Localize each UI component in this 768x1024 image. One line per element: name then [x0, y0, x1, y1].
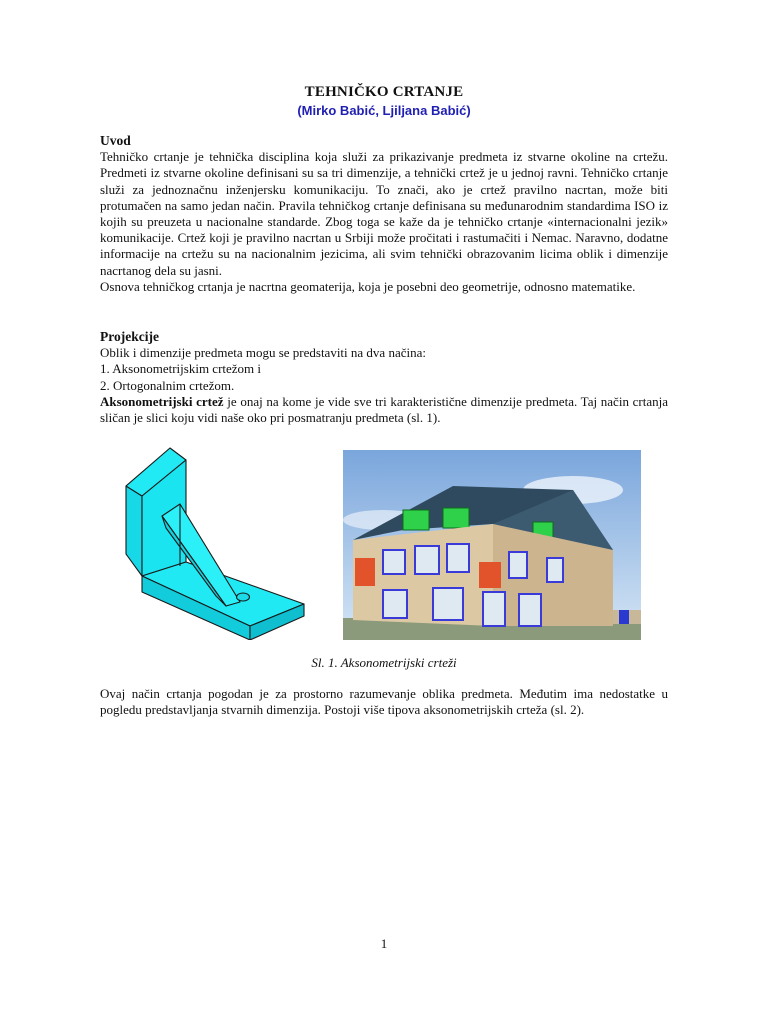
paragraph-projekcije-intro: Oblik i dimenzije predmeta mogu se predstaviti na dva načina: — [100, 345, 426, 361]
list-item-2: 2. Ortogonalnim crtežom. — [100, 377, 235, 393]
section-heading-uvod: Uvod — [100, 133, 131, 148]
section-closing — [100, 686, 668, 718]
house-rendering-image — [343, 450, 641, 640]
section-heading-projekcije: Projekcije — [100, 329, 159, 344]
section-projekcije — [100, 329, 668, 426]
paragraph-aksonometrijski — [100, 394, 668, 426]
paragraph-uvod-1: Tehničko crtanje je tehnička disciplina koja služi za prikazivanje predmeta iz stvarne okoline na crtežu. Predmeti iz stvarne okoline definisani su sa tri dimenzije, a tehnički crtež je u jednoj ravni. Tehničko crtanje služi za jednoznačnu inženjersku komunikaciju. To znači, ako je crtež pravilno nacrtan, može biti protumačen na samo jedan način. Pravila tehničkog crtanje definisana su međunarodnim standardima ISO iz kojih su preuzeta u nacionalne standarde. Zbog toga se kaže da je tehničko crtanje «internacionalni jezik» komunikacije. Crtež koji je pravilno nacrtan u Srbiji može pročitati i rastumačiti i Nemac. Naravno, dodatne informacije na crtežu su na nacionalnim jezicima, ali svim tehnički obrazovanim licima oblik i dimenzije nacrtanog dela su jasni. — [100, 149, 668, 278]
list-item-1: 1. Aksonometrijskim crtežom i — [100, 361, 262, 377]
paragraph-closing: Ovaj način crtanja pogodan je za prostorno razumevanje oblika predmeta. Međutim ima nedostatke u pogledu predstavljanja stvarnih dimenzija. Postoji više tipova aksonometrijskih crteža (sl. 2). — [100, 686, 668, 718]
paragraph-uvod-2: Osnova tehničkog crtanja je nacrtna geomaterija, koja je posebni deo geometrije, odnosno matematike. — [100, 278, 636, 294]
definition-text: je onaj na kome je vide sve tri karakteristične dimenzije predmeta. Taj način crtanja sličan je slici koju vidi naše oko pri posmatranju predmeta (sl. 1). — [100, 393, 669, 426]
section-uvod — [100, 133, 668, 295]
document-title: TEHNIČKO CRTANJE — [304, 84, 464, 100]
page-number: 1 — [380, 936, 388, 951]
figure-caption: Sl. 1. Aksonometrijski crteži — [311, 655, 457, 670]
term-aksonometrijski-crtez: Aksonometrijski crtež — [100, 393, 224, 409]
document-authors: (Mirko Babić, Ljiljana Babić) — [297, 103, 471, 118]
bracket-isometric-drawing — [122, 446, 308, 640]
